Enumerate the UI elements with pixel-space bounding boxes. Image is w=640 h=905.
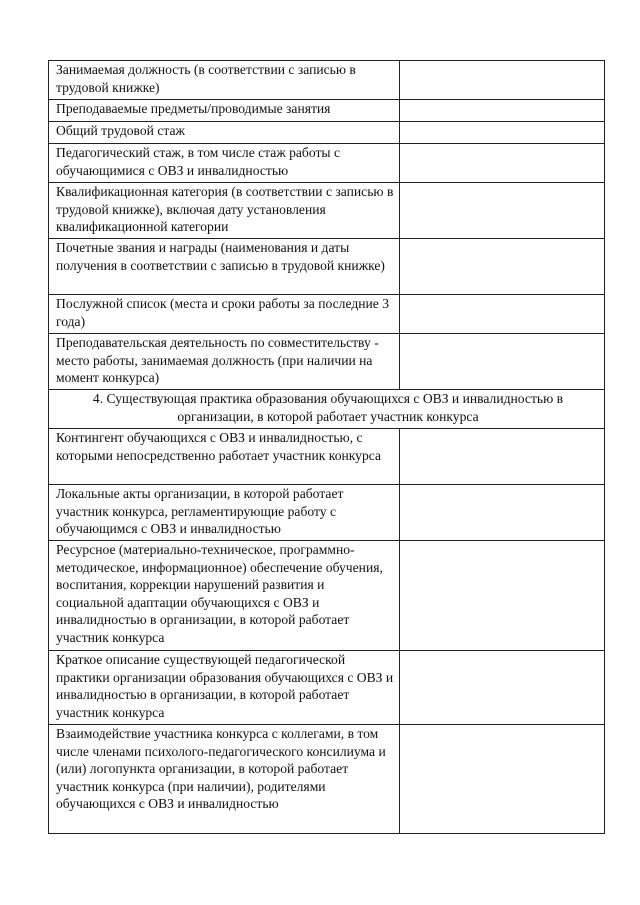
row-value-field[interactable]	[400, 485, 605, 541]
row-label: Локальные акты организации, в которой работает участник конкурса, регламентирующие работу с обучающимся с ОВЗ и инвалидностью	[49, 485, 400, 541]
row-label: Послужной список (места и сроки работы за последние 3 года)	[49, 295, 400, 334]
row-label: Квалификационная категория (в соответствии с записью в трудовой книжке), включая дату установления квалификационной категории	[49, 183, 400, 239]
table-row	[49, 334, 605, 390]
table-body	[49, 61, 605, 834]
row-label: Занимаемая должность (в соответствии с записью в трудовой книжке)	[49, 61, 400, 100]
row-value-field[interactable]	[400, 725, 605, 834]
table-row	[49, 239, 605, 295]
table-row	[49, 725, 605, 834]
row-value-field[interactable]	[400, 541, 605, 651]
table-row	[49, 651, 605, 725]
section-4-heading: 4. Существующая практика образования обучающихся с ОВЗ и инвалидностью в организации, в которой работает участник конкурса	[49, 390, 605, 429]
table-row	[49, 122, 605, 144]
row-label: Педагогический стаж, в том числе стаж работы с обучающимися с ОВЗ и инвалидностью	[49, 144, 400, 183]
row-label: Преподаваемые предметы/проводимые занятия	[49, 100, 400, 122]
row-label: Общий трудовой стаж	[49, 122, 400, 144]
row-label: Краткое описание существующей педагогической практики организации образования обучающихся с ОВЗ и инвалидностью в организации, в которой работает участник конкурса	[49, 651, 400, 725]
row-value-field[interactable]	[400, 651, 605, 725]
row-value-field[interactable]	[400, 100, 605, 122]
row-value-field[interactable]	[400, 183, 605, 239]
row-value-field[interactable]	[400, 144, 605, 183]
participant-info-table	[48, 60, 605, 834]
row-label: Ресурсное (материально-техническое, программно-методическое, информационное) обеспечение обучения, воспитания, коррекции нарушений развития и социальной адаптации обучающихся с ОВЗ и инвалидностью в организации, в которой работает участник конкурса	[49, 541, 400, 651]
row-value-field[interactable]	[400, 295, 605, 334]
row-label: Почетные звания и награды (наименования и даты получения в соответствии с записью в трудовой книжке)	[49, 239, 400, 295]
row-value-field[interactable]	[400, 61, 605, 100]
row-label: Преподавательская деятельность по совместительству - место работы, занимаемая должность (при наличии на момент конкурса)	[49, 334, 400, 390]
row-label: Контингент обучающихся с ОВЗ и инвалидностью, с которыми непосредственно работает участник конкурса	[49, 429, 400, 485]
section-row	[49, 390, 605, 429]
table-row	[49, 429, 605, 485]
table-row	[49, 541, 605, 651]
table-row	[49, 100, 605, 122]
row-value-field[interactable]	[400, 239, 605, 295]
table-row	[49, 183, 605, 239]
table-row	[49, 295, 605, 334]
table-row	[49, 485, 605, 541]
table-row	[49, 144, 605, 183]
row-value-field[interactable]	[400, 334, 605, 390]
row-value-field[interactable]	[400, 429, 605, 485]
table-row	[49, 61, 605, 100]
row-label: Взаимодействие участника конкурса с коллегами, в том числе членами психолого-педагогического консилиума и (или) логопункта организации, в которой работает участник конкурса (при наличии), родителями обучающихся с ОВЗ и инвалидностью	[49, 725, 400, 834]
row-value-field[interactable]	[400, 122, 605, 144]
